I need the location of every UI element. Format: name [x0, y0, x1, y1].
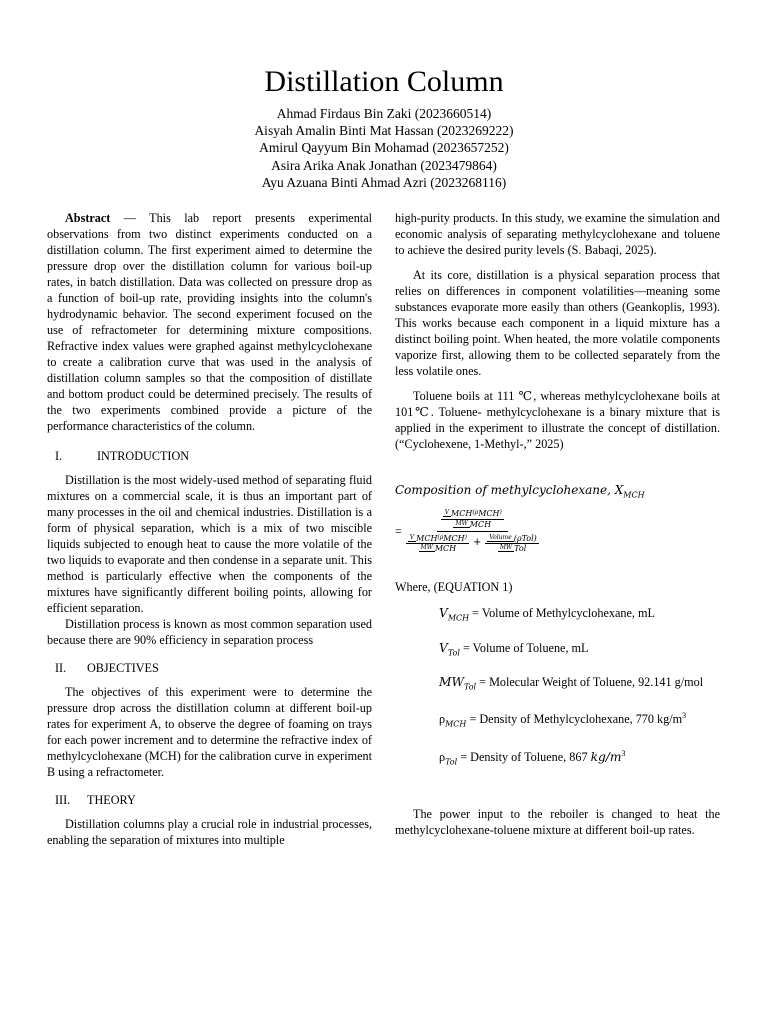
theory-paragraph-1-end: high-purity products. In this study, we examine the simulation and economic analysis of separating methylcyclohexane and toluene to achieve the desired purity levels (S. Babaqi, 2025). — [395, 211, 720, 257]
section-title: OBJECTIVES — [87, 661, 159, 675]
section-number: II. — [55, 661, 67, 675]
variable-definition: $\rho_{Tol}$ = Density of Toluene, 867 $kg/m^3$ — [439, 748, 626, 767]
section-heading-objectives — [47, 660, 372, 676]
author-name: Asira Arika Anak Jonathan (2023479864) — [271, 157, 497, 173]
abstract-text: — This lab report presents experimental observations from two distinct experiments conducted on a distillation column. The first experiment aimed to determine the pressure drop over the distillation column for various boil-up rates, in batch distillation. Data was collected on pressure drop as a function of boil-up rate, providing insights into the column's hydrodynamic behavior. The second experiment focused on the use of refractometer for determining mixture compositions. Refractive index values were graphed against methylcyclohexane to create a calibration curve that was used in the analysis of distillation column samples so that the composition of distillate and bottom product could be determined precisely. The results of the two experiments combined provide a picture of the performance characteristics of the column. — [47, 211, 372, 433]
theory-paragraph-1-start: Distillation columns play a crucial role in industrial processes, enabling the separation of mixtures into multiple — [47, 817, 372, 847]
section-heading-introduction — [47, 448, 372, 464]
author-name: Aisyah Amalin Binti Mat Hassan (2023269222) — [254, 123, 514, 139]
objectives-paragraph: The objectives of this experiment were to determine the pressure drop across the distillation column at different boil-up rates for experiment A, to observe the degree of foaming on trays for each power increment and to determine the refractive index of methylcyclohexane (MCH) for the calibration curve in experiment B using a refractometer. — [47, 685, 372, 779]
author-list — [0, 105, 768, 191]
intro-paragraph-1: Distillation is the most widely-used method of separating fluid mixtures on a commercial scale, it is thus an important part of many processes in the oil and chemical industries. Distillation is a form of physical separation, which is a mix of two miscible liquids subjected to enough heat to cause the more volatile of the two liquids to evaporate and then condense in a separate unit. This method is particularly effective when the components of the mixtures have significantly different boiling points, allowing for efficient separation. — [47, 473, 372, 615]
author-name: Ahmad Firdaus Bin Zaki (2023660514) — [276, 106, 492, 121]
fraction-denominator: V $_{MCH}(\rho_{MCH})$ MW $_{MCH}$ + Volume $_{(\rho Tol)}$ MW $_{Tol}$ — [406, 532, 539, 553]
formula-title: Composition of methylcyclohexane, $X_{MCH}$ — [395, 483, 645, 500]
equation-where-label: Where, (EQUATION 1) — [395, 580, 513, 595]
paper-title: Distillation Column — [264, 65, 504, 98]
fraction-numerator: V $_{MCH}(\rho_{MCH})$ MW $_{MCH}$ — [437, 509, 508, 531]
intro-paragraph-2: Distillation process is known as most common separation used because there are 90% efficiency in separation process — [47, 617, 372, 647]
equation-fraction — [406, 509, 539, 553]
abstract-label: Abstract — [65, 211, 111, 225]
section-number: III. — [55, 793, 71, 807]
composition-equation: = V $_{MCH}(\rho_{MCH})$ MW $_{MCH}$ V $_{MCH}(\rho_{MCH})$ MW $_{MCH}$ + Volume $_{(\rho Tol)}$ MW $_{Tol}$ — [395, 509, 537, 554]
theory-paragraph-2: At its core, distillation is a physical separation process that relies on differences in component volatilities—meaning some substances evaporate more easily than others (Geankoplis, 1993). This works because each component in a liquid mixture has a distinct boiling point. When heated, the more volatile components vaporize first, allowing them to be collected separately from the less volatile ones. — [395, 268, 720, 378]
author-name: Amirul Qayyum Bin Mohamad (2023657252) — [259, 140, 509, 156]
variable-definition: $V_{MCH}$ = Volume of Methylcyclohexane, mL — [439, 606, 655, 623]
section-title: INTRODUCTION — [97, 449, 190, 463]
abstract-paragraph — [47, 210, 372, 434]
theory-paragraph-3: Toluene boils at 111 ℃, whereas methylcyclohexane boils at 101℃. Toluene- methylcyclohexane is a binary mixture that is applied in the experiment to illustrate the concept of distillation. (“Cyclohexene, 1-Methyl-,” 2025) — [395, 389, 720, 451]
section-heading-theory — [47, 792, 372, 808]
section-number: I. — [55, 449, 63, 463]
variable-definition: $V_{Tol}$ = Volume of Toluene, mL — [439, 640, 589, 658]
variable-definition: $MW_{Tol}$ = Molecular Weight of Toluene, 92.141 g/mol — [439, 675, 704, 692]
author-name: Ayu Azuana Binti Ahmad Azri (2023268116) — [261, 174, 507, 190]
left-column — [47, 210, 372, 848]
variable-definition: $\rho_{MCH}$ = Density of Methylcyclohexane, 770 $kg/m^3$ — [439, 711, 687, 729]
right-column — [395, 210, 720, 838]
section-title: THEORY — [87, 793, 136, 807]
closing-paragraph: The power input to the reboiler is changed to heat the methylcyclohexane-toluene mixture at different boil-up rates. — [395, 807, 720, 838]
